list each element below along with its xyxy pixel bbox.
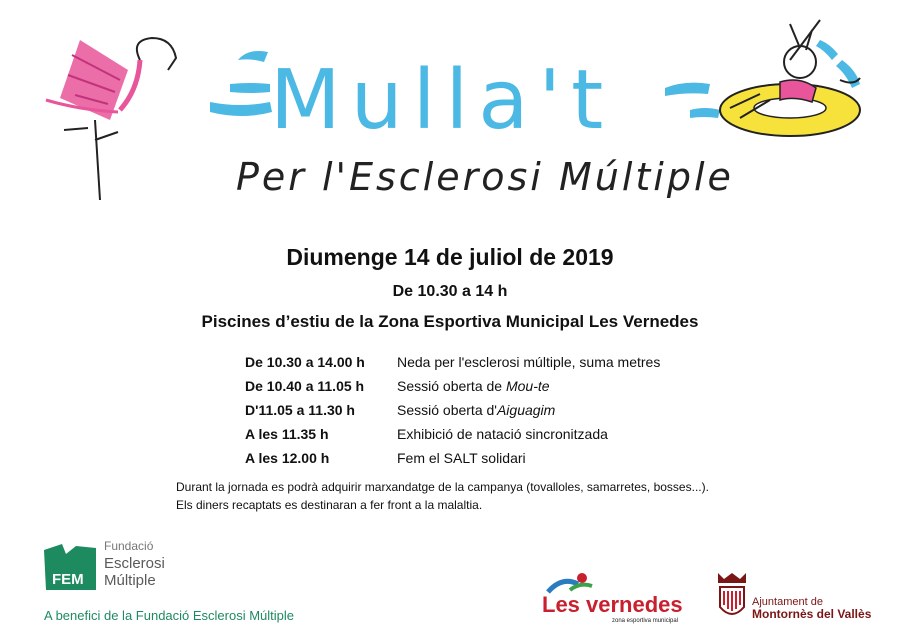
schedule-list [245,350,765,470]
schedule-time: D'11.05 a 11.30 h [245,402,355,418]
benefit-text: A benefici de la Fundació Esclerosi Múltiple [44,608,295,623]
coat-of-arms-icon [714,571,750,621]
vernedes-sub: zona esportiva municipal [612,618,679,624]
fem-org-line1: Fundació [104,539,154,553]
notes-line: Els diners recaptats es destinaran a fer front a la malaltia. [176,498,483,512]
ajuntament-line1: Ajuntament de [752,596,823,608]
schedule-activity: Neda per l'esclerosi múltiple, suma metres [397,354,661,370]
swimmer-float-icon [720,20,860,136]
fem-logo-icon [42,540,98,592]
schedule-row [245,350,765,374]
schedule-row [245,398,765,422]
schedule-row [245,446,765,470]
schedule-activity: Sessió oberta de Mou-te [397,378,550,394]
schedule-row [245,374,765,398]
schedule-time: De 10.40 a 11.05 h [245,378,365,394]
schedule-activity: Exhibició de natació sincronitzada [397,426,608,442]
subtitle-text: Per l'Esclerosi Múltiple [236,155,734,199]
header-illustration [0,0,900,225]
schedule-time: A les 11.35 h [245,426,329,442]
notes [176,478,816,514]
event-date: Diumenge 14 de juliol de 2019 [286,244,614,270]
title-text: Mulla't [270,53,614,148]
schedule-row [245,422,765,446]
schedule-activity: Sessió oberta d'Aiguagim [397,402,556,418]
les-vernedes-logo [538,570,688,625]
schedule-activity: Fem el SALT solidari [397,450,526,466]
schedule-time: De 10.30 a 14.00 h [245,354,365,370]
ajuntament-line2: Montornès del Vallès [752,607,872,621]
fem-org-name [104,538,165,589]
ajuntament-name [752,596,871,620]
fem-org-line3: Múltiple [104,572,156,589]
fem-org-line2: Esclerosi [104,555,165,572]
splash-left-icon [210,51,272,116]
event-venue: Piscines d’estiu de la Zona Esportiva Municipal Les Vernedes [201,312,699,331]
fem-badge-text: FEM [52,571,84,588]
vernedes-name: Les vernedes [542,592,683,617]
event-time: De 10.30 a 14 h [392,283,508,300]
notes-line: Durant la jornada es podrà adquirir marxandatge de la campanya (tovalloles, samarretes, bosses...). [176,480,709,494]
flamingo-icon [46,38,176,200]
schedule-time: A les 12.00 h [245,450,330,466]
